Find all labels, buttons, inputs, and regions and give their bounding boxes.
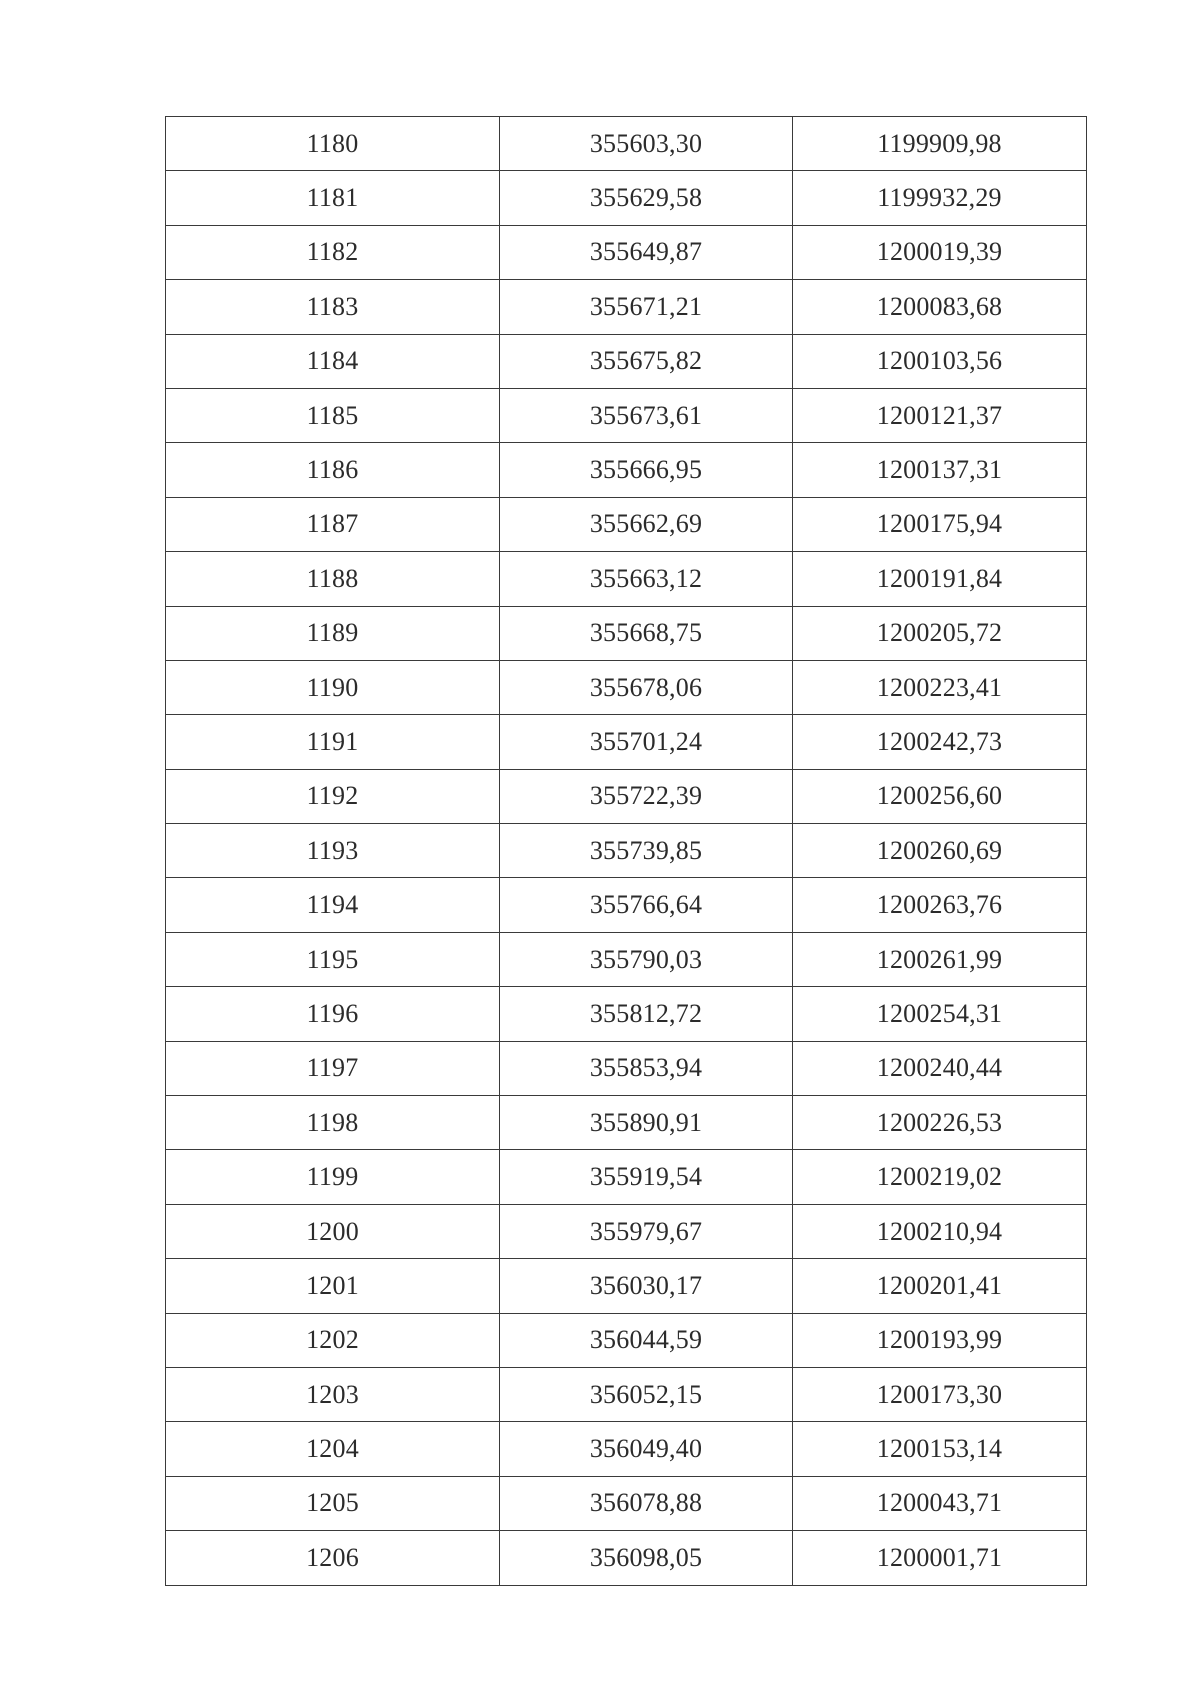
point-number-cell: 1185 [166,388,500,442]
point-number-cell: 1184 [166,334,500,388]
point-number-cell: 1197 [166,1041,500,1095]
table-row [166,225,1087,279]
table-row [166,1422,1087,1476]
x-coordinate-cell: 355662,69 [500,497,793,551]
x-coordinate-cell: 356049,40 [500,1422,793,1476]
point-number-cell: 1200 [166,1204,500,1258]
point-number-cell: 1196 [166,987,500,1041]
y-coordinate-cell: 1200226,53 [793,1096,1087,1150]
table-row [166,171,1087,225]
table-row [166,715,1087,769]
table-row [166,1150,1087,1204]
point-number-cell: 1195 [166,932,500,986]
x-coordinate-cell: 355890,91 [500,1096,793,1150]
point-number-cell: 1181 [166,171,500,225]
table-row [166,497,1087,551]
coordinates-table [165,116,1087,1586]
x-coordinate-cell: 355668,75 [500,606,793,660]
point-number-cell: 1192 [166,769,500,823]
y-coordinate-cell: 1200043,71 [793,1476,1087,1530]
y-coordinate-cell: 1200240,44 [793,1041,1087,1095]
table-row [166,824,1087,878]
point-number-cell: 1180 [166,117,500,171]
point-number-cell: 1198 [166,1096,500,1150]
x-coordinate-cell: 355739,85 [500,824,793,878]
table-row [166,334,1087,388]
x-coordinate-cell: 355649,87 [500,225,793,279]
table-row [166,388,1087,442]
y-coordinate-cell: 1200201,41 [793,1259,1087,1313]
x-coordinate-cell: 356078,88 [500,1476,793,1530]
table-row [166,932,1087,986]
point-number-cell: 1188 [166,552,500,606]
y-coordinate-cell: 1200121,37 [793,388,1087,442]
point-number-cell: 1204 [166,1422,500,1476]
point-number-cell: 1183 [166,280,500,334]
x-coordinate-cell: 356098,05 [500,1531,793,1585]
point-number-cell: 1187 [166,497,500,551]
x-coordinate-cell: 355629,58 [500,171,793,225]
y-coordinate-cell: 1200019,39 [793,225,1087,279]
table-row [166,1259,1087,1313]
x-coordinate-cell: 355675,82 [500,334,793,388]
y-coordinate-cell: 1200175,94 [793,497,1087,551]
x-coordinate-cell: 355673,61 [500,388,793,442]
x-coordinate-cell: 356044,59 [500,1313,793,1367]
table-row [166,1041,1087,1095]
y-coordinate-cell: 1200242,73 [793,715,1087,769]
table-row [166,1096,1087,1150]
x-coordinate-cell: 355701,24 [500,715,793,769]
y-coordinate-cell: 1200219,02 [793,1150,1087,1204]
y-coordinate-cell: 1200256,60 [793,769,1087,823]
coordinates-table-body [166,117,1087,1586]
x-coordinate-cell: 355671,21 [500,280,793,334]
y-coordinate-cell: 1200103,56 [793,334,1087,388]
table-row [166,552,1087,606]
table-row [166,987,1087,1041]
point-number-cell: 1202 [166,1313,500,1367]
y-coordinate-cell: 1200153,14 [793,1422,1087,1476]
y-coordinate-cell: 1200210,94 [793,1204,1087,1258]
x-coordinate-cell: 356052,15 [500,1367,793,1421]
point-number-cell: 1191 [166,715,500,769]
table-row [166,1476,1087,1530]
y-coordinate-cell: 1200193,99 [793,1313,1087,1367]
y-coordinate-cell: 1200223,41 [793,660,1087,714]
y-coordinate-cell: 1199909,98 [793,117,1087,171]
x-coordinate-cell: 355766,64 [500,878,793,932]
table-row [166,606,1087,660]
x-coordinate-cell: 355812,72 [500,987,793,1041]
y-coordinate-cell: 1200191,84 [793,552,1087,606]
x-coordinate-cell: 355979,67 [500,1204,793,1258]
y-coordinate-cell: 1200205,72 [793,606,1087,660]
table-row [166,443,1087,497]
y-coordinate-cell: 1200137,31 [793,443,1087,497]
y-coordinate-cell: 1200263,76 [793,878,1087,932]
table-row [166,1204,1087,1258]
y-coordinate-cell: 1200261,99 [793,932,1087,986]
point-number-cell: 1182 [166,225,500,279]
point-number-cell: 1205 [166,1476,500,1530]
y-coordinate-cell: 1199932,29 [793,171,1087,225]
y-coordinate-cell: 1200173,30 [793,1367,1087,1421]
point-number-cell: 1201 [166,1259,500,1313]
point-number-cell: 1190 [166,660,500,714]
x-coordinate-cell: 355603,30 [500,117,793,171]
x-coordinate-cell: 355678,06 [500,660,793,714]
y-coordinate-cell: 1200254,31 [793,987,1087,1041]
table-row [166,280,1087,334]
y-coordinate-cell: 1200001,71 [793,1531,1087,1585]
x-coordinate-cell: 355919,54 [500,1150,793,1204]
table-row [166,660,1087,714]
table-row [166,117,1087,171]
point-number-cell: 1194 [166,878,500,932]
point-number-cell: 1203 [166,1367,500,1421]
table-row [166,878,1087,932]
table-row [166,769,1087,823]
table-row [166,1367,1087,1421]
table-row [166,1531,1087,1585]
x-coordinate-cell: 355722,39 [500,769,793,823]
table-row [166,1313,1087,1367]
x-coordinate-cell: 355666,95 [500,443,793,497]
x-coordinate-cell: 355790,03 [500,932,793,986]
y-coordinate-cell: 1200260,69 [793,824,1087,878]
x-coordinate-cell: 356030,17 [500,1259,793,1313]
point-number-cell: 1206 [166,1531,500,1585]
point-number-cell: 1189 [166,606,500,660]
y-coordinate-cell: 1200083,68 [793,280,1087,334]
point-number-cell: 1199 [166,1150,500,1204]
x-coordinate-cell: 355853,94 [500,1041,793,1095]
point-number-cell: 1193 [166,824,500,878]
point-number-cell: 1186 [166,443,500,497]
x-coordinate-cell: 355663,12 [500,552,793,606]
